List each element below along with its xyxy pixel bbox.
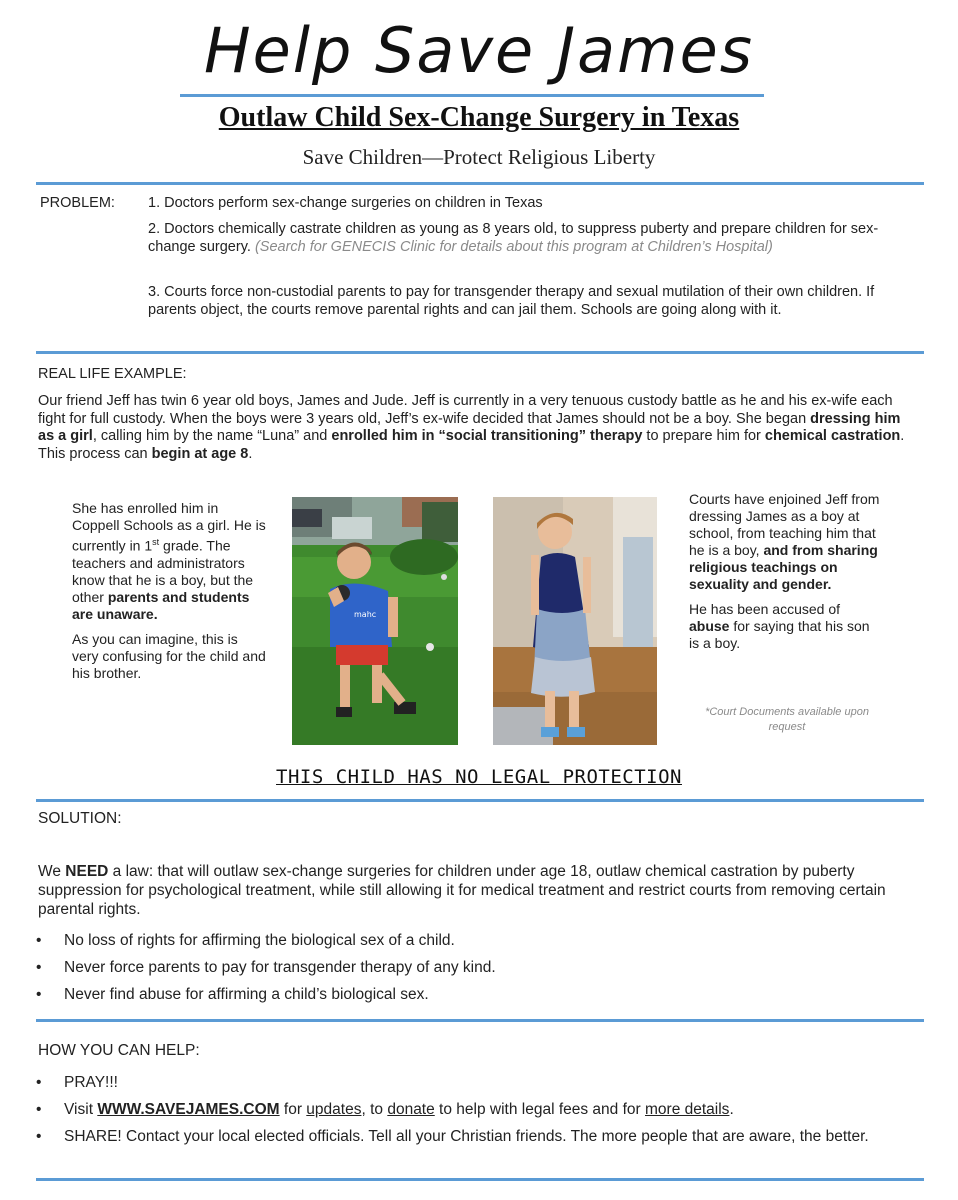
left-note xyxy=(72,500,266,682)
problem-item-1: 1. Doctors perform sex-change surgeries on children in Texas xyxy=(148,195,543,211)
bullet-dot: • xyxy=(36,959,42,976)
help-bullet-pray-text: PRAY!!! xyxy=(64,1074,118,1091)
example-text-5: . xyxy=(248,445,253,462)
title-underline xyxy=(180,94,764,97)
bullet-dot: • xyxy=(36,1074,42,1091)
solution-need: NEED xyxy=(65,863,109,880)
no-legal-protection-banner: THIS CHILD HAS NO LEGAL PROTECTION xyxy=(276,766,682,788)
court-documents-note: *Court Documents available upon request xyxy=(705,706,869,733)
right-note-paragraph-2 xyxy=(689,601,883,652)
left-note-paragraph-2: As you can imagine, this is very confusing for the child and his brother. xyxy=(72,630,266,681)
photo-boy-in-dress-image xyxy=(493,497,657,745)
divider-3 xyxy=(36,799,924,802)
bullet-dot: • xyxy=(36,1101,42,1118)
right-note-bold-2: abuse xyxy=(689,618,730,634)
photo-boy-blue-shirt xyxy=(292,497,458,745)
left-note-text-2: grade. The teachers and administrators know that he is a boy, but the other xyxy=(72,537,254,605)
savejames-link[interactable]: WWW.SAVEJAMES.COM xyxy=(97,1101,280,1118)
example-paragraph xyxy=(38,393,920,463)
right-note-text-2: He has been accused of xyxy=(689,601,840,617)
example-bold-3: chemical castration xyxy=(764,428,901,444)
example-bold-2: enrolled him in “social transitioning” therapy xyxy=(331,428,643,444)
right-note xyxy=(689,491,883,652)
solution-bullet-1-text: No loss of rights for affirming the biological sex of a child. xyxy=(64,932,455,949)
page-tagline: Save Children—Protect Religious Liberty xyxy=(302,145,656,169)
solution-bullet-3-text: Never find abuse for affirming a child’s biological sex. xyxy=(64,986,429,1003)
example-text-3: to prepare him for xyxy=(642,428,765,444)
help-visit-text-2: for xyxy=(279,1101,307,1118)
solution-bullet-2-text: Never force parents to pay for transgender therapy of any kind. xyxy=(64,959,496,976)
right-note-text-1: Courts have enjoined Jeff from dressing James as a boy at school, from teaching him that he is a boy, xyxy=(689,491,880,558)
photo-boy-in-dress xyxy=(493,497,657,745)
bullet-dot: • xyxy=(36,1128,42,1145)
example-bold-4: begin at age 8 xyxy=(151,445,249,462)
example-text-2: , calling him by the name “Luna” and xyxy=(92,428,332,444)
solution-paragraph xyxy=(38,862,923,919)
left-note-sup: st xyxy=(152,537,160,547)
help-bullet-pray xyxy=(36,1073,914,1092)
donate-link[interactable]: donate xyxy=(387,1101,435,1118)
solution-text-2: a law: that will outlaw sex-change surgeries for children under age 18, outlaw chemical castration by puberty suppression for psychological treatment, while still allowing it for medical treatment and restrict courts from removing certain parental rights. xyxy=(38,863,886,918)
page-subtitle: Outlaw Child Sex-Change Surgery in Texas xyxy=(218,102,740,133)
divider-2 xyxy=(36,351,924,354)
left-note-bold: parents and students are unaware. xyxy=(72,588,250,622)
help-visit-text-4: to help with legal fees and for xyxy=(434,1101,645,1118)
help-bullet-visit xyxy=(36,1100,924,1119)
help-bullet-share-text: SHARE! Contact your local elected officials. Tell all your Christian friends. The more people that are aware, the better. xyxy=(64,1128,869,1145)
help-bullet-share xyxy=(36,1127,884,1146)
example-text-1: Our friend Jeff has twin 6 year old boys, James and Jude. Jeff is currently in a very tenuous custody battle as he and his ex-wife each fight for full custody. When the boys were 3 years old, Jeff’s ex-wife decided that James should not be a boy. She began xyxy=(38,393,893,427)
problem-item-3: 3. Courts force non-custodial parents to pay for transgender therapy and sexual mutilation of their own children. If parents object, the courts remove parental rights and can jail them. Schools are going along with it. xyxy=(148,284,875,318)
right-note-bold-1: and from sharing religious teachings on sexuality and gender. xyxy=(689,542,878,592)
right-note-paragraph-1 xyxy=(689,491,883,593)
left-note-paragraph-1 xyxy=(72,500,266,623)
problem-item-2-text: 2. Doctors chemically castrate children as young as 8 years old, to suppress puberty and prepare children for sex-change surgery. xyxy=(148,221,879,255)
solution-bullet-1 xyxy=(36,931,914,950)
help-visit-text-1: Visit xyxy=(64,1101,98,1118)
divider-4 xyxy=(36,1019,924,1022)
solution-bullet-2 xyxy=(36,958,914,977)
bullet-dot: • xyxy=(36,986,42,1003)
problem-label: PROBLEM: xyxy=(40,195,115,211)
solution-bullet-3 xyxy=(36,985,914,1004)
example-label: REAL LIFE EXAMPLE: xyxy=(38,366,187,382)
left-note-text-1: She has enrolled him in Coppell Schools as a girl. He is currently in 1 xyxy=(72,500,266,554)
problem-item-2 xyxy=(148,221,918,256)
example-text-4: . This process can xyxy=(38,428,905,462)
solution-text-1: We xyxy=(38,863,66,880)
updates-link[interactable]: updates xyxy=(306,1101,362,1118)
divider-1 xyxy=(36,182,924,185)
help-visit-text-3: , to xyxy=(361,1101,388,1118)
more-details-link[interactable]: more details xyxy=(645,1101,730,1118)
bullet-dot: • xyxy=(36,932,42,949)
page-title: Help Save James xyxy=(203,14,755,87)
help-label: HOW YOU CAN HELP: xyxy=(38,1042,200,1059)
right-note-text-3: for saying that his son is a boy. xyxy=(689,618,870,651)
divider-5 xyxy=(36,1178,924,1181)
example-bold-1: dressing him as a girl xyxy=(38,410,901,444)
help-visit-text-5: . xyxy=(729,1101,734,1118)
problem-item-2-note: (Search for GENECIS Clinic for details about this program at Children’s Hospital) xyxy=(254,238,773,255)
svg-text:mahc: mahc xyxy=(354,610,377,619)
photo-boy-blue-shirt-image xyxy=(292,497,458,745)
solution-label: SOLUTION: xyxy=(38,810,122,827)
